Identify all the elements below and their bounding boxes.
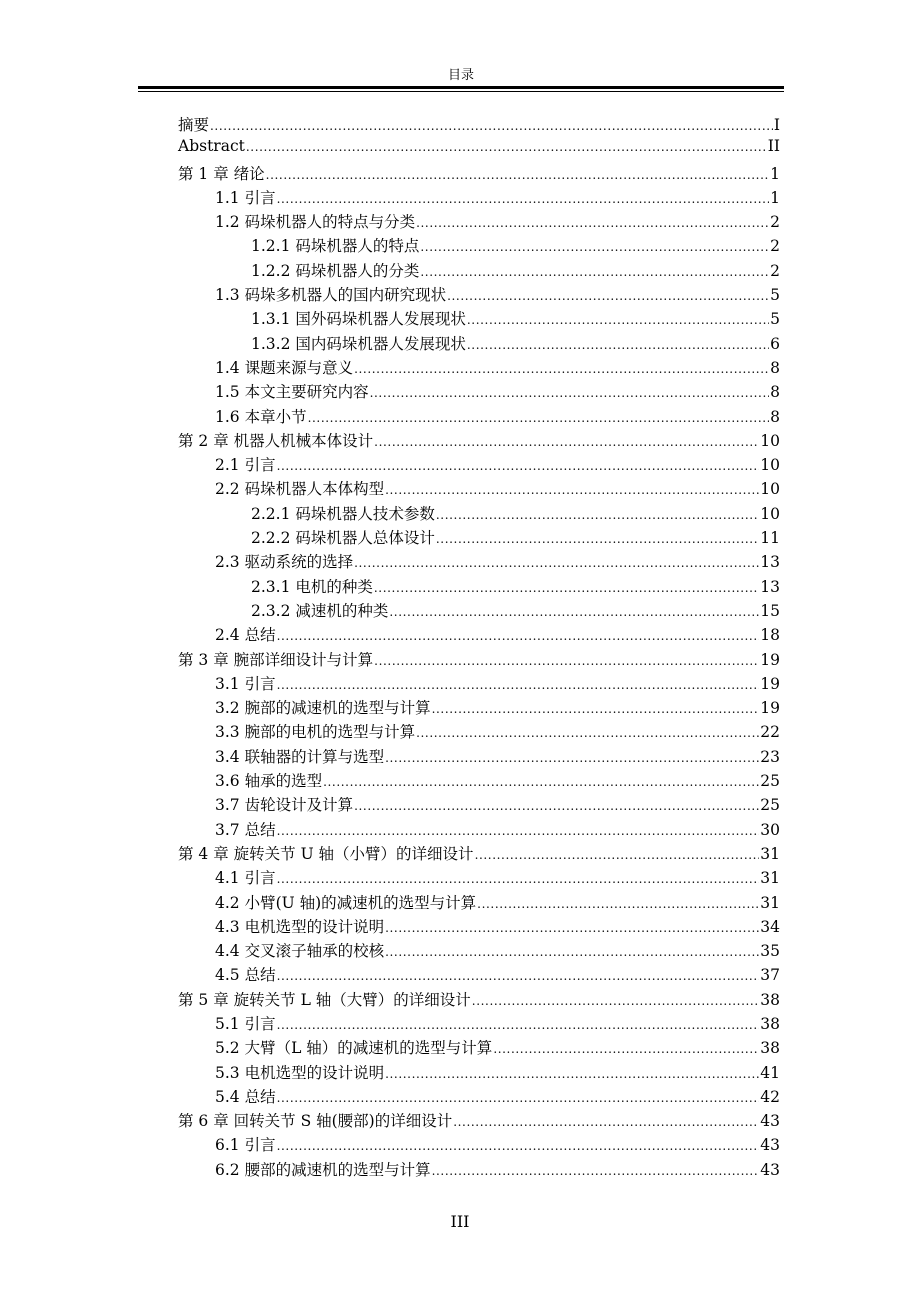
toc-entry-page-number: 19: [760, 650, 780, 669]
toc-entry-label: 第 3 章 腕部详细设计与计算: [178, 650, 374, 669]
toc-dot-leader: [453, 1115, 759, 1129]
toc-entry[interactable]: [178, 769, 780, 793]
toc-entry-label: 4.5 总结: [215, 966, 276, 985]
toc-entry-page-number: 18: [760, 626, 780, 645]
toc-entry[interactable]: [178, 550, 780, 574]
toc-dot-leader: [374, 581, 759, 595]
toc-dot-leader: [277, 678, 760, 692]
toc-dot-leader: [475, 848, 760, 862]
toc-entry-label: 第 5 章 旋转关节 L 轴（大臂）的详细设计: [178, 990, 471, 1009]
toc-entry[interactable]: [178, 405, 780, 429]
toc-entry-label: 2.2 码垛机器人本体构型: [215, 480, 385, 499]
toc-dot-leader: [385, 945, 759, 959]
toc-dot-leader: [436, 508, 759, 522]
toc-entry[interactable]: [178, 623, 780, 647]
toc-entry-page-number: 37: [760, 966, 780, 985]
toc-dot-leader: [477, 897, 759, 911]
header-rule-thick: [138, 86, 784, 89]
toc-dot-leader: [277, 459, 760, 473]
toc-entry-label: 4.4 交叉滚子轴承的校核: [215, 942, 385, 961]
toc-dot-leader: [493, 1042, 759, 1056]
toc-entry-label: 1.2 码垛机器人的特点与分类: [215, 213, 416, 232]
toc-dot-leader: [385, 751, 759, 765]
toc-entry[interactable]: [178, 575, 780, 599]
toc-entry-label: 2.3.2 减速机的种类: [251, 601, 389, 620]
toc-entry-page-number: 38: [760, 990, 780, 1009]
toc-dot-leader: [374, 435, 759, 449]
toc-entry[interactable]: [178, 477, 780, 501]
toc-entry-label: 5.3 电机选型的设计说明: [215, 1063, 385, 1082]
toc-entry-label: 3.7 总结: [215, 820, 276, 839]
toc-dot-leader: [374, 654, 759, 668]
toc-dot-leader: [432, 702, 760, 716]
toc-dot-leader: [354, 556, 759, 570]
toc-entry-label: 1.3 码垛多机器人的国内研究现状: [215, 286, 447, 305]
page-header-title: 目录: [447, 68, 474, 83]
toc-entry[interactable]: [178, 1012, 780, 1036]
toc-entry-label: 第 1 章 绪论: [178, 164, 265, 183]
toc-entry-label: 第 4 章 旋转关节 U 轴（小臂）的详细设计: [178, 844, 474, 863]
toc-entry[interactable]: [178, 648, 780, 672]
toc-entry-page-number: 13: [760, 577, 780, 596]
toc-entry-label: 3.3 腕部的电机的选型与计算: [215, 723, 416, 742]
toc-entry-label: 4.2 小臂(U 轴)的减速机的选型与计算: [215, 893, 477, 912]
toc-entry-label: 2.3.1 电机的种类: [251, 577, 373, 596]
toc-entry[interactable]: [178, 356, 780, 380]
toc-dot-leader: [246, 140, 767, 154]
toc-entry-page-number: 6: [770, 334, 780, 353]
toc-dot-leader: [277, 969, 760, 983]
toc-entry-label: 1.6 本章小节: [215, 407, 307, 426]
toc-dot-leader: [277, 1091, 760, 1105]
toc-dot-leader: [447, 289, 769, 303]
toc-entry-page-number: 35: [760, 942, 780, 961]
toc-dot-leader: [277, 824, 760, 838]
toc-entry-label: 2.2.1 码垛机器人技术参数: [251, 504, 435, 523]
toc-entry-page-number: 10: [760, 456, 780, 475]
toc-entry[interactable]: [178, 988, 780, 1012]
toc-entry[interactable]: [178, 696, 780, 720]
toc-entry[interactable]: [178, 186, 780, 210]
toc-entry[interactable]: [178, 502, 780, 526]
toc-entry[interactable]: [178, 939, 780, 963]
toc-dot-leader: [308, 411, 770, 425]
toc-dot-leader: [467, 313, 769, 327]
toc-entry-page-number: 19: [760, 674, 780, 693]
toc-entry-page-number: 5: [770, 286, 780, 305]
toc-dot-leader: [385, 1067, 759, 1081]
toc-entry-label: 3.1 引言: [215, 674, 276, 693]
toc-entry-page-number: 43: [760, 1160, 780, 1179]
toc-entry-label: 1.2.2 码垛机器人的分类: [251, 261, 420, 280]
toc-entry[interactable]: [178, 210, 780, 234]
toc-entry[interactable]: [178, 113, 780, 137]
toc-dot-leader: [277, 1139, 760, 1153]
toc-entry-label: 5.4 总结: [215, 1087, 276, 1106]
toc-entry-label: 4.3 电机选型的设计说明: [215, 917, 385, 936]
toc-dot-leader: [354, 362, 769, 376]
toc-entry-page-number: 8: [770, 407, 780, 426]
toc-entry[interactable]: [178, 1109, 780, 1133]
toc-dot-leader: [385, 921, 759, 935]
toc-entry[interactable]: [178, 866, 780, 890]
toc-entry-page-number: 13: [760, 553, 780, 572]
toc-entry[interactable]: [178, 137, 780, 161]
toc-entry-page-number: 43: [760, 1136, 780, 1155]
toc-entry-label: 摘要: [178, 116, 210, 134]
toc-entry-page-number: 31: [760, 893, 780, 912]
toc-entry-label: 3.4 联轴器的计算与选型: [215, 747, 385, 766]
toc-entry-page-number: 2: [770, 237, 780, 256]
toc-entry[interactable]: [178, 526, 780, 550]
toc-entry-label: 5.1 引言: [215, 1014, 276, 1033]
toc-entry-page-number: 43: [760, 1112, 780, 1131]
toc-entry-page-number: 34: [760, 917, 780, 936]
toc-entry[interactable]: [178, 599, 780, 623]
toc-entry-page-number: 2: [770, 213, 780, 232]
toc-dot-leader: [472, 994, 759, 1008]
toc-entry-page-number: 31: [760, 844, 780, 863]
toc-entry[interactable]: [178, 1133, 780, 1157]
table-of-contents: [178, 113, 780, 1182]
toc-entry[interactable]: [178, 745, 780, 769]
toc-entry-label: 1.3.2 国内码垛机器人发展现状: [251, 334, 466, 353]
toc-entry-page-number: 10: [760, 480, 780, 499]
toc-entry[interactable]: [178, 842, 780, 866]
toc-entry-page-number: 1: [770, 164, 780, 183]
toc-entry-page-number: I: [773, 116, 780, 134]
toc-entry-page-number: 8: [770, 358, 780, 377]
toc-entry[interactable]: [178, 429, 780, 453]
toc-entry[interactable]: [178, 259, 780, 283]
toc-entry-page-number: 25: [760, 772, 780, 791]
toc-entry[interactable]: [178, 1036, 780, 1060]
toc-dot-leader: [266, 168, 769, 182]
toc-entry[interactable]: [178, 307, 780, 331]
toc-entry-page-number: 8: [770, 383, 780, 402]
toc-dot-leader: [467, 338, 769, 352]
toc-entry-label: Abstract: [178, 137, 245, 156]
toc-dot-leader: [389, 605, 759, 619]
toc-dot-leader: [277, 629, 760, 643]
toc-dot-leader: [354, 799, 759, 813]
toc-entry-page-number: 41: [760, 1063, 780, 1082]
toc-entry-label: 6.1 引言: [215, 1136, 276, 1155]
toc-entry[interactable]: [178, 915, 780, 939]
toc-entry[interactable]: [178, 234, 780, 258]
toc-dot-leader: [436, 532, 759, 546]
toc-entry-page-number: 30: [760, 820, 780, 839]
toc-dot-leader: [277, 1018, 760, 1032]
toc-entry-page-number: 23: [760, 747, 780, 766]
toc-dot-leader: [277, 872, 760, 886]
toc-entry[interactable]: [178, 672, 780, 696]
toc-entry[interactable]: [178, 891, 780, 915]
toc-entry-page-number: 38: [760, 1014, 780, 1033]
toc-entry-label: 1.3.1 国外码垛机器人发展现状: [251, 310, 466, 329]
toc-dot-leader: [277, 192, 770, 206]
toc-entry[interactable]: [178, 793, 780, 817]
toc-entry[interactable]: [178, 1061, 780, 1085]
toc-entry-label: 3.2 腕部的减速机的选型与计算: [215, 699, 431, 718]
toc-entry-label: 4.1 引言: [215, 869, 276, 888]
toc-entry[interactable]: [178, 720, 780, 744]
toc-entry-page-number: 10: [760, 431, 780, 450]
toc-entry[interactable]: [178, 283, 780, 307]
toc-entry-label: 5.2 大臂（L 轴）的减速机的选型与计算: [215, 1039, 493, 1058]
toc-entry-page-number: 22: [760, 723, 780, 742]
toc-entry[interactable]: [178, 1158, 780, 1182]
toc-entry-label: 2.2.2 码垛机器人总体设计: [251, 529, 435, 548]
toc-entry-label: 3.6 轴承的选型: [215, 772, 323, 791]
toc-entry-label: 第 2 章 机器人机械本体设计: [178, 431, 374, 450]
toc-entry-page-number: 10: [760, 504, 780, 523]
toc-dot-leader: [416, 216, 769, 230]
toc-dot-leader: [370, 386, 770, 400]
toc-entry[interactable]: [178, 380, 780, 404]
toc-dot-leader: [416, 726, 759, 740]
toc-entry-label: 6.2 腰部的减速机的选型与计算: [215, 1160, 431, 1179]
toc-dot-leader: [420, 240, 769, 254]
toc-entry-label: 2.4 总结: [215, 626, 276, 645]
toc-entry[interactable]: [178, 963, 780, 987]
toc-entry-page-number: 42: [760, 1087, 780, 1106]
toc-entry-label: 1.5 本文主要研究内容: [215, 383, 369, 402]
toc-dot-leader: [432, 1164, 760, 1178]
toc-entry-label: 1.4 课题来源与意义: [215, 358, 354, 377]
toc-entry-page-number: 31: [760, 869, 780, 888]
header-rule-thin: [138, 91, 784, 92]
toc-entry[interactable]: [178, 332, 780, 356]
toc-entry-label: 1.1 引言: [215, 188, 276, 207]
toc-entry-page-number: 38: [760, 1039, 780, 1058]
toc-entry-page-number: 5: [770, 310, 780, 329]
toc-entry[interactable]: [178, 818, 780, 842]
toc-entry-page-number: 25: [760, 796, 780, 815]
toc-entry-page-number: 15: [760, 601, 780, 620]
toc-entry-page-number: 11: [760, 529, 780, 548]
toc-entry-page-number: 19: [760, 699, 780, 718]
toc-entry[interactable]: [178, 1085, 780, 1109]
toc-entry-page-number: 2: [770, 261, 780, 280]
toc-entry-label: 第 6 章 回转关节 S 轴(腰部)的详细设计: [178, 1112, 453, 1131]
toc-entry-page-number: 1: [770, 188, 780, 207]
toc-entry[interactable]: [178, 162, 780, 186]
toc-dot-leader: [323, 775, 759, 789]
toc-entry-label: 2.3 驱动系统的选择: [215, 553, 354, 572]
toc-dot-leader: [210, 119, 773, 133]
toc-entry-page-number: II: [767, 137, 780, 156]
toc-entry-label: 2.1 引言: [215, 456, 276, 475]
toc-dot-leader: [420, 265, 769, 279]
toc-dot-leader: [385, 483, 759, 497]
toc-entry-label: 1.2.1 码垛机器人的特点: [251, 237, 420, 256]
toc-entry-label: 3.7 齿轮设计及计算: [215, 796, 354, 815]
page-number: III: [450, 1212, 470, 1231]
toc-entry[interactable]: [178, 453, 780, 477]
